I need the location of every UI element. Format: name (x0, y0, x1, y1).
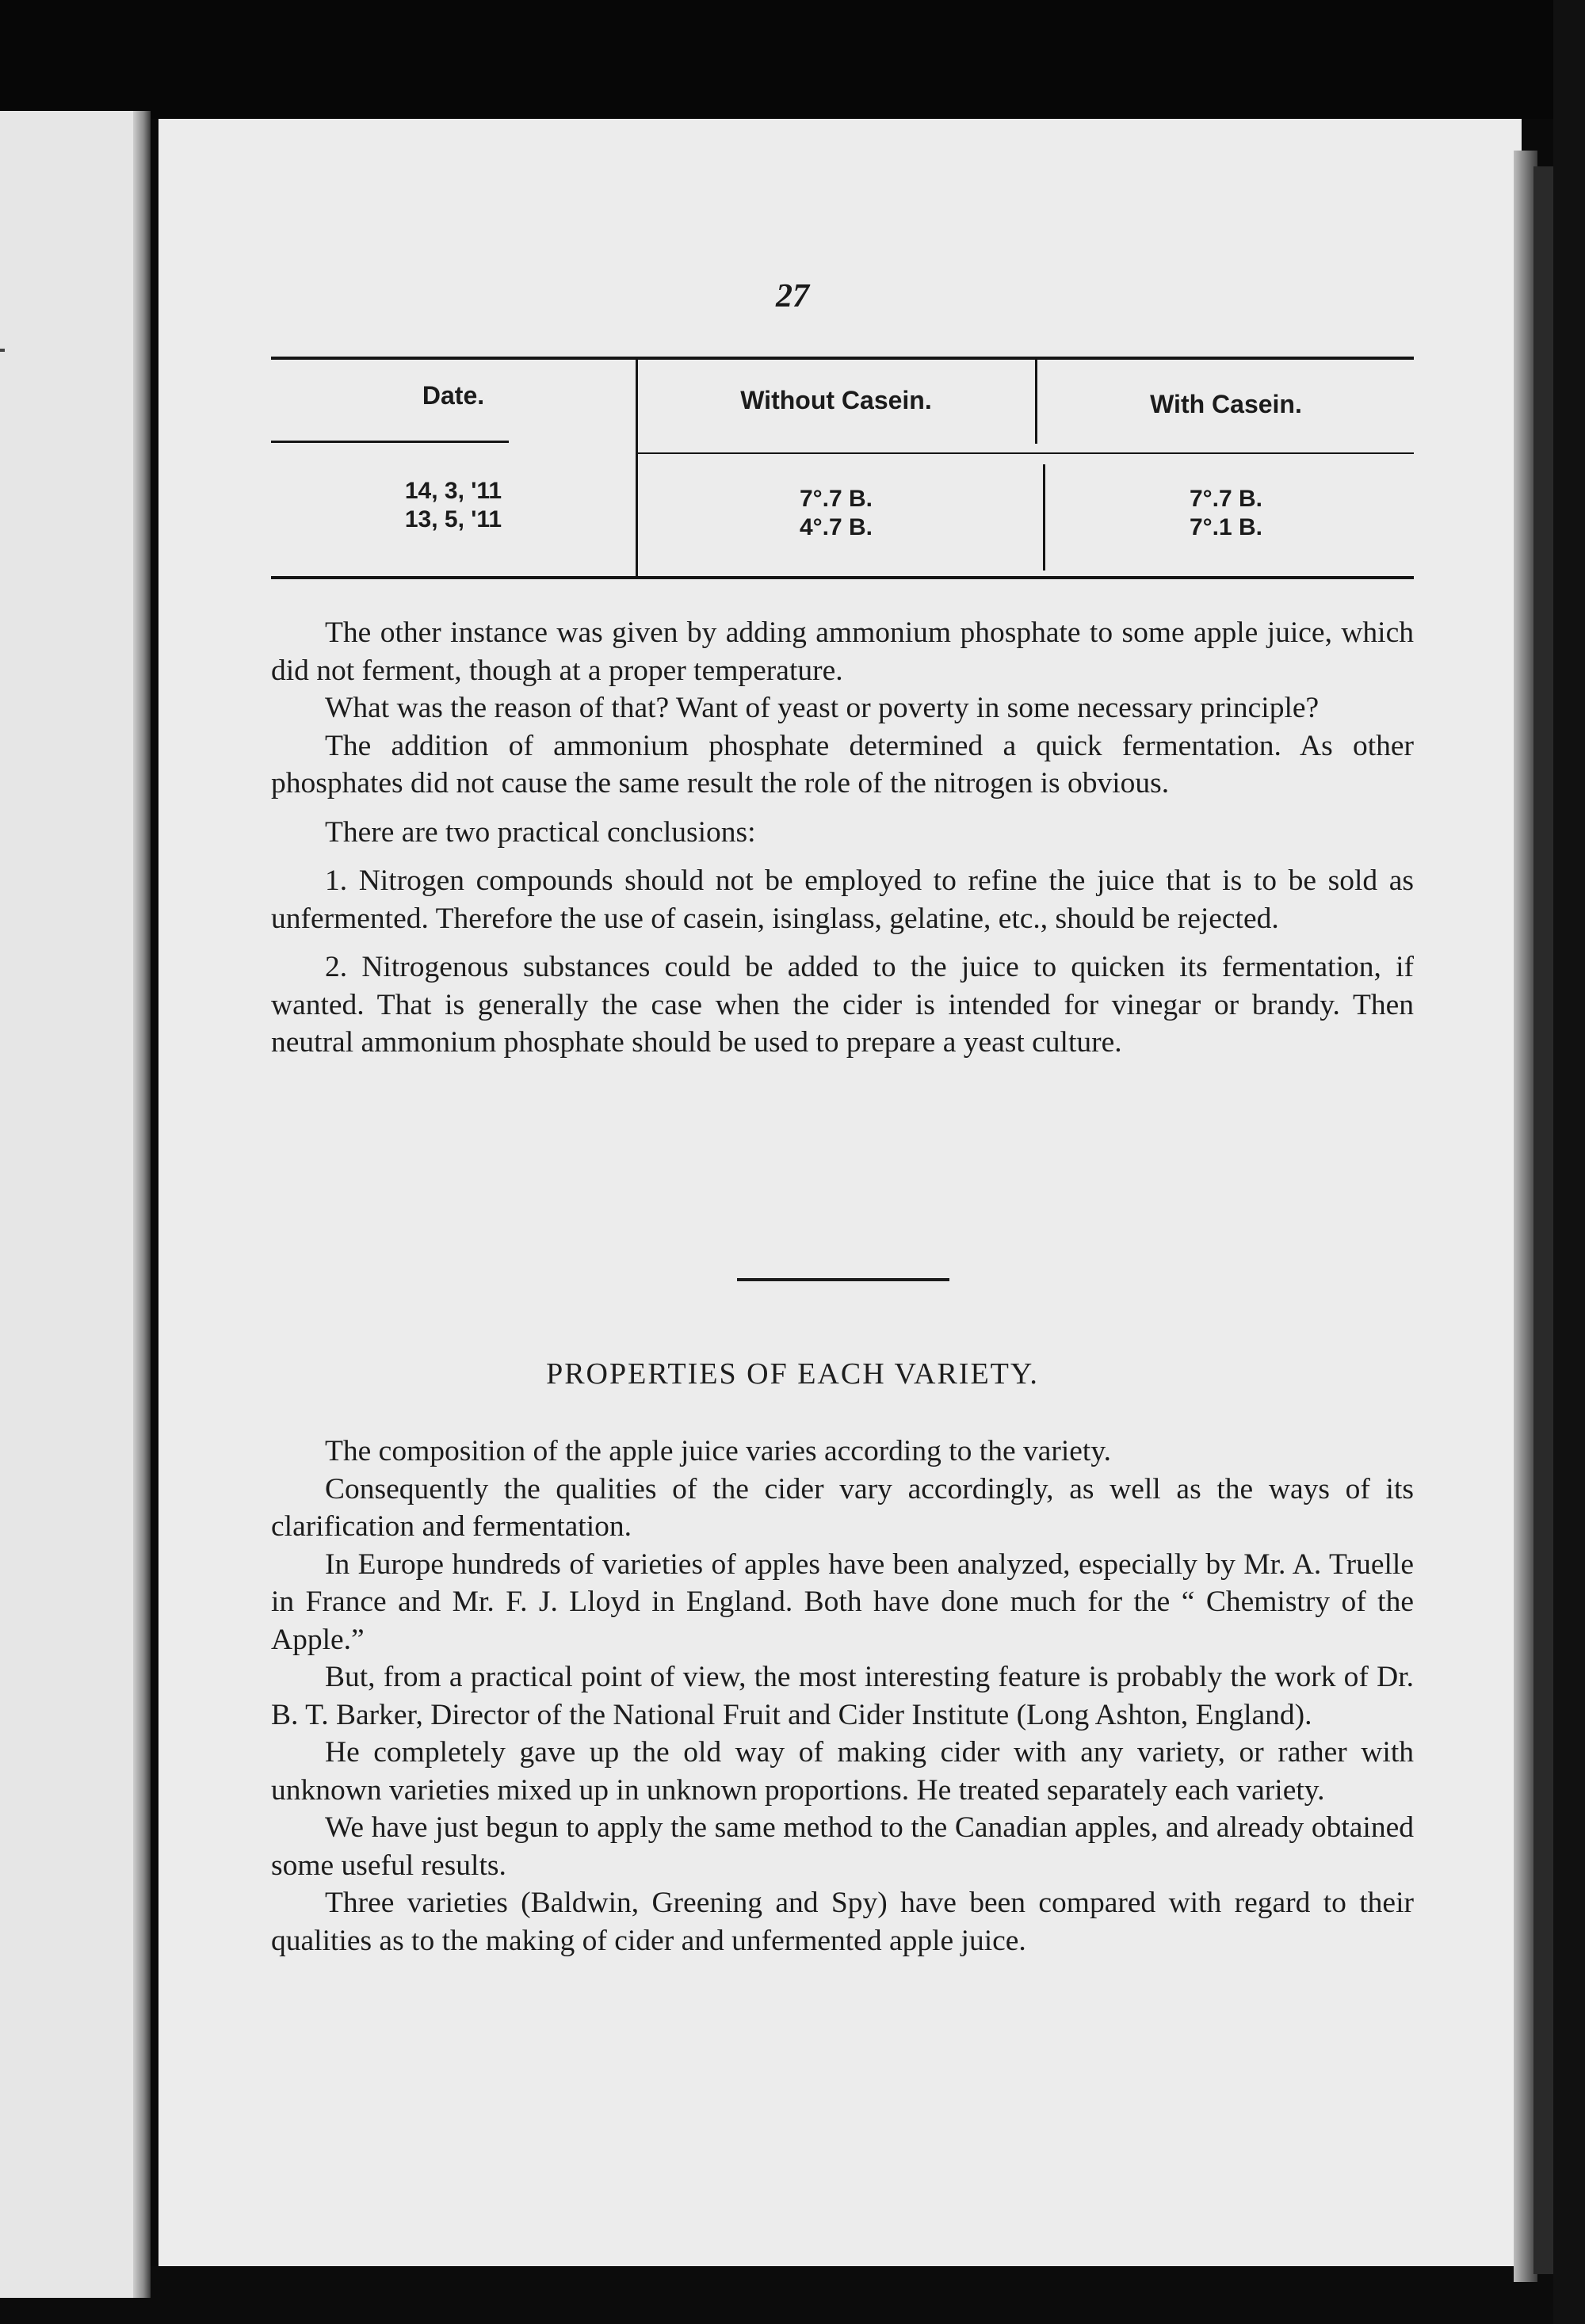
body-text-section-2 (271, 1433, 1414, 1960)
table-bottom-rule (271, 576, 1414, 579)
table-cell: 4°.7 B. (799, 514, 873, 540)
scan-border-right (1553, 0, 1585, 2324)
header-with-casein: With Casein. (1150, 390, 1302, 418)
paragraph: We have just begun to apply the same method to the Canadian apples, and already obtained some useful results. (271, 1811, 1414, 1882)
section-separator (737, 1278, 949, 1281)
paragraph: In Europe hundreds of varieties of apples have been analyzed, especially by Mr. A. Truelle in France and Mr. F. J. Lloyd in England. Both have done much for the “ Chemistry of the Apple.” (271, 1547, 1414, 1656)
page-number: 27 (776, 278, 809, 315)
body-text-section-1 (271, 614, 1414, 1062)
section-heading: PROPERTIES OF EACH VARIETY. (546, 1357, 1039, 1391)
list-item: 1. Nitrogen compounds should not be employed to refine the juice that is to be sold as unfermented. Therefore the use of casein, isinglass, gelatine, etc., should be rejected. (271, 864, 1414, 935)
paragraph: But, from a practical point of view, the most interesting feature is probably the work of Dr. B. T. Barker, Director of the National Fruit and Cider Institute (Long Ashton, England). (271, 1661, 1414, 1731)
header-date: Date. (422, 381, 485, 410)
paragraph: What was the reason of that? Want of yeast or poverty in some necessary principle? (325, 692, 1320, 724)
without-casein-column (638, 485, 1034, 542)
book-gutter (133, 111, 151, 2298)
header-without-casein: Without Casein. (740, 386, 932, 414)
header-rule-right (638, 452, 1414, 454)
column-divider-2-top (1035, 358, 1037, 444)
paragraph: The addition of ammonium phosphate determined a quick fermentation. As other phosphates did not cause the same result the role of the nitrogen is obvious. (271, 729, 1414, 799)
paragraph: Three varieties (Baldwin, Greening and Spy) have been compared with regard to their qualities as to the making of cider and unfermented apple juice. (271, 1887, 1414, 1957)
table-cell: 7°.1 B. (1189, 514, 1263, 540)
date-column (271, 477, 636, 534)
list-item: 2. Nitrogenous substances could be added to the juice to quicken its fermentation, if wanted. That is generally the case when the cider is intended for vinegar or brandy. Then neutral ammonium phosphate should be used to prepare a yeast culture. (271, 951, 1414, 1059)
table-top-rule (271, 357, 1414, 360)
facing-page (0, 111, 151, 2298)
scan-border-bottom (0, 2266, 1585, 2324)
facing-page-mark (0, 349, 5, 352)
table-cell: 14, 3, '11 (404, 478, 502, 504)
table-cell: 7°.7 B. (1189, 486, 1263, 512)
paragraph: He completely gave up the old way of making cider with any variety, or rather with unknown varieties mixed up in unknown proportions. He treated separately each variety. (271, 1736, 1414, 1807)
paragraph: The composition of the apple juice varies according to the variety. (325, 1435, 1112, 1467)
paragraph: Consequently the qualities of the cider vary accordingly, as well as the ways of its clarification and fermentation. (271, 1472, 1414, 1543)
scan-border-top (0, 0, 1585, 119)
table-cell: 13, 5, '11 (404, 506, 502, 532)
book-edge (1533, 166, 1553, 2274)
header-rule-left (271, 441, 509, 443)
paragraph: The other instance was given by adding ammonium phosphate to some apple juice, which did not ferment, though at a proper temperature. (271, 616, 1414, 687)
table-cell: 7°.7 B. (799, 486, 873, 512)
paragraph: There are two practical conclusions: (325, 815, 756, 849)
with-casein-column (1038, 485, 1414, 542)
